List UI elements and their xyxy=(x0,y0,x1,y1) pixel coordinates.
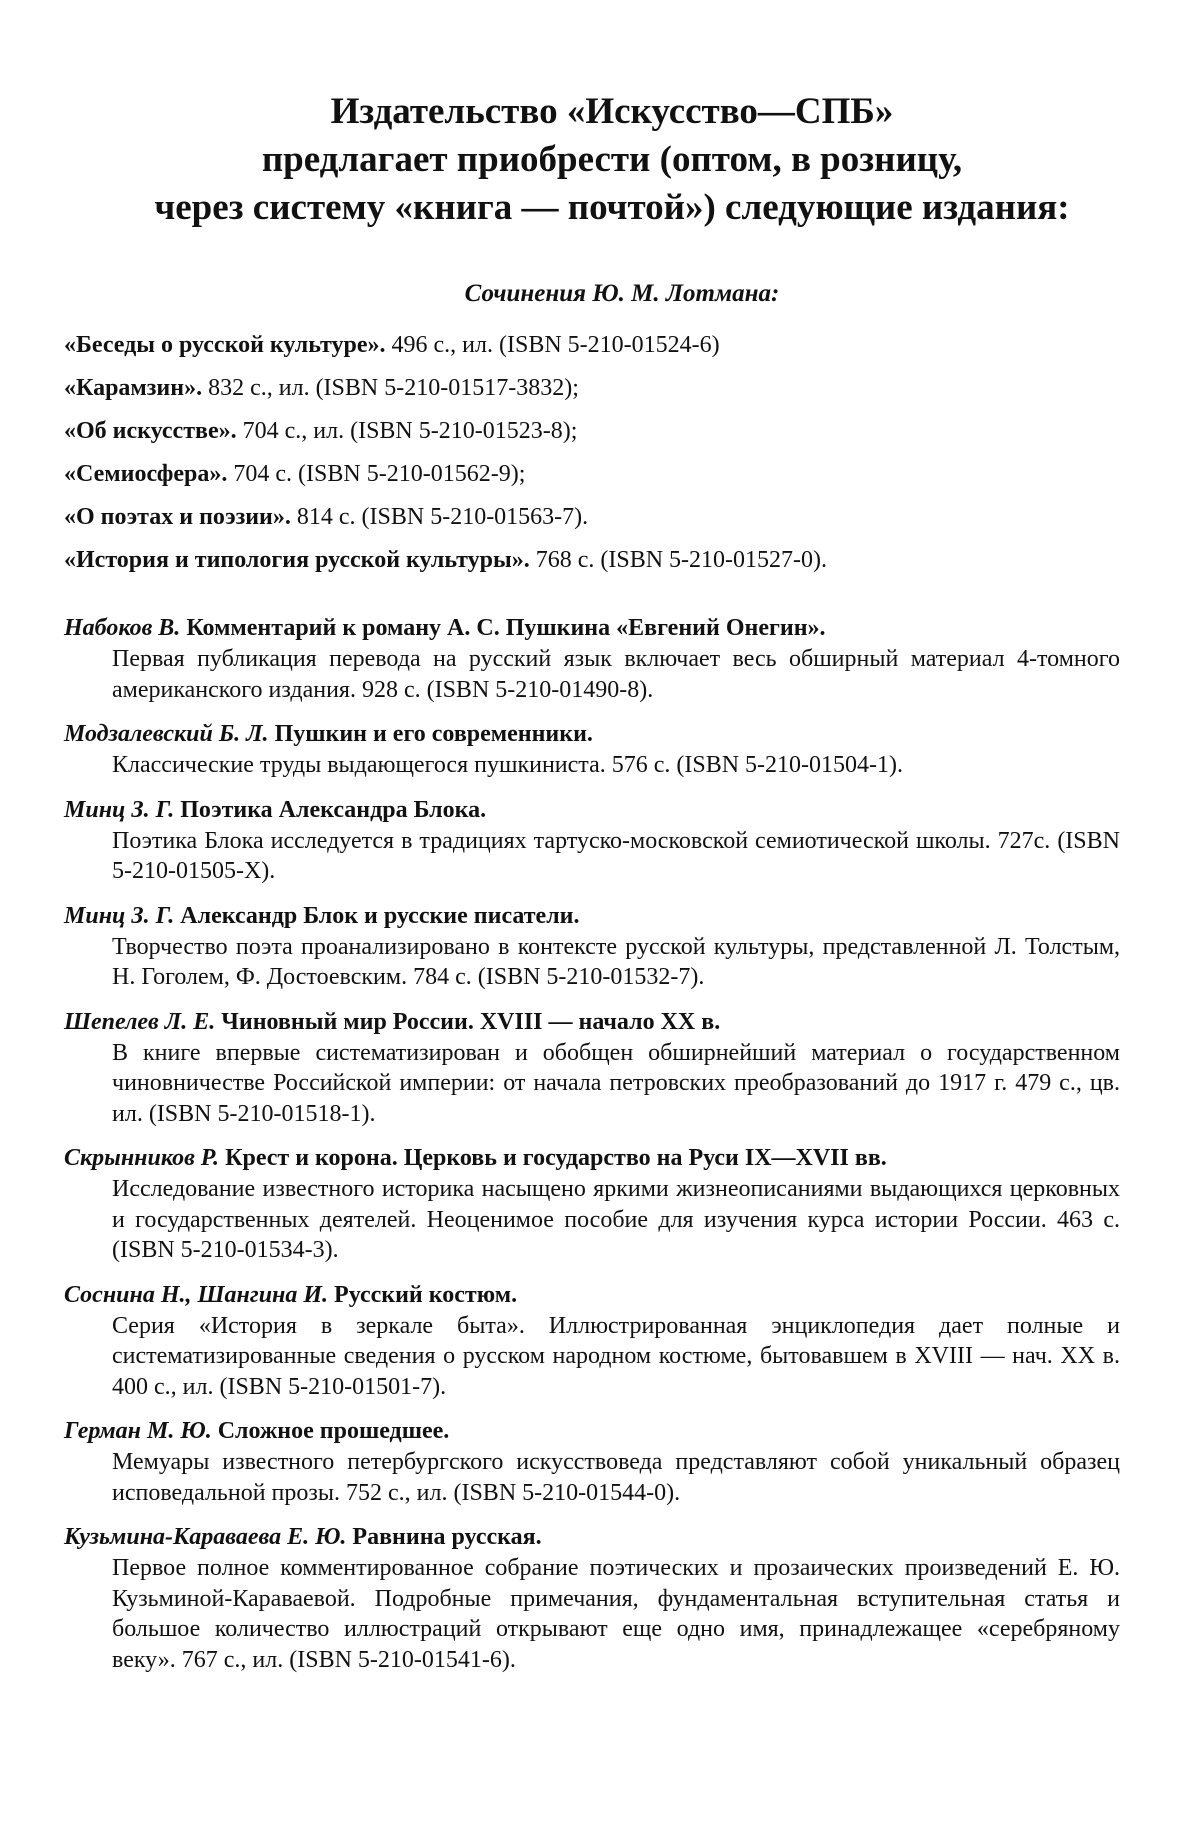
lotman-item-title: «История и типология русской культуры». xyxy=(64,547,530,573)
book-title: Поэтика Александра Блока. xyxy=(174,796,487,823)
book-description: Первое полное комментированное собрание поэтических и прозаических произведений Е. Ю. Кузьминой-Караваевой. Подробные примечания, фундаментальная вступительная статья и большое количество иллюстраций открывают еще одно имя, принадлежащее «серебряному веку». 767 с., ил. (ISBN 5-210-01541-6). xyxy=(112,1555,1120,1673)
book-heading xyxy=(64,612,1120,644)
book-author: Модзалевский Б. Л. xyxy=(64,721,269,747)
book-entry xyxy=(64,1142,1120,1266)
book-author: Герман М. Ю. xyxy=(64,1418,212,1444)
book-title: Комментарий к роману А. С. Пушкина «Евгений Онегин». xyxy=(180,615,826,641)
book-heading xyxy=(64,718,1120,750)
book-title: Пушкин и его современники. xyxy=(268,721,593,747)
book-description: Творчество поэта проанализировано в контексте русской культуры, представленной Л. Толстым, Н. Гоголем, Ф. Достоевским. 784 с. (ISBN 5-210-01532-7). xyxy=(112,933,1120,990)
book-entry xyxy=(64,900,1120,993)
lotman-list xyxy=(64,324,1120,582)
book-description: В книге впервые систематизирован и обобщен обширнейший материал о государственном чиновничестве Российской империи: от начала петровских преобразований до 1917 г. 479 с., цв. ил. (ISBN 5-210-01518-1). xyxy=(112,1039,1120,1127)
book-title: Чиновный мир России. XVIII — начало XX в. xyxy=(215,1008,721,1035)
book-description: Поэтика Блока исследуется в традициях тартуско-московской семиотической школы. 727с. (ISBN 5-210-01505-X). xyxy=(112,827,1120,884)
lotman-item-details: 814 с. (ISBN 5-210-01563-7). xyxy=(290,504,589,530)
lotman-item-title: «Семиосфера». xyxy=(64,461,228,487)
book-title: Равнина русская. xyxy=(346,1524,542,1550)
book-title: Сложное прошедшее. xyxy=(211,1418,450,1444)
book-heading xyxy=(64,794,1120,826)
book-author: Набоков В. xyxy=(64,615,181,641)
book-heading xyxy=(64,1521,1120,1553)
book-title: Крест и корона. Церковь и государство на Руси IX—XVII вв. xyxy=(219,1145,887,1171)
lotman-item-title: «Карамзин». xyxy=(64,375,203,401)
lotman-item-details: 496 с., ил. (ISBN 5-210-01524-6) xyxy=(385,332,720,358)
book-description: Классические труды выдающегося пушкиниста. 576 с. (ISBN 5-210-01504-1). xyxy=(112,752,904,778)
lotman-section-title: Сочинения Ю. М. Лотмана: xyxy=(464,280,780,307)
book-description: Первая публикация перевода на русский язык включает весь обширный материал 4-томного американского издания. 928 с. (ISBN 5-210-01490-8). xyxy=(112,646,1120,703)
book-list xyxy=(64,612,1120,1675)
book-heading xyxy=(64,1279,1120,1311)
header-line-3: через систему «книга — почтой») следующие издания: xyxy=(154,187,1070,228)
book-title: Русский костюм. xyxy=(328,1281,518,1308)
book-entry xyxy=(64,718,1120,781)
book-entry xyxy=(64,1521,1120,1675)
book-title: Александр Блок и русские писатели. xyxy=(174,902,580,929)
list-item xyxy=(64,410,1120,453)
list-item xyxy=(64,496,1120,539)
book-author: Шепелев Л. Е. xyxy=(64,1008,216,1035)
lotman-item-details: 704 с. (ISBN 5-210-01562-9); xyxy=(227,461,526,487)
lotman-item-details: 768 с. (ISBN 5-210-01527-0). xyxy=(529,547,828,573)
book-heading xyxy=(64,900,1120,932)
book-entry xyxy=(64,1279,1120,1403)
list-item xyxy=(64,539,1120,582)
book-entry xyxy=(64,612,1120,705)
book-heading xyxy=(64,1415,1120,1447)
book-description: Серия «История в зеркале быта». Иллюстрированная энциклопедия дает полные и систематизированные сведения о русском народном костюме, бытовавшем в XVIII — нач. XX в. 400 с., ил. (ISBN 5-210-01501-7). xyxy=(112,1312,1120,1400)
lotman-item-details: 832 с., ил. (ISBN 5-210-01517-3832); xyxy=(202,375,579,401)
list-item xyxy=(64,367,1120,410)
book-heading xyxy=(64,1006,1120,1038)
book-description: Исследование известного историка насыщено яркими жизнеописаниями выдающихся церковных и государственных деятелей. Неоценимое пособие для изучения курса истории России. 463 с. (ISBN 5-210-01534-3). xyxy=(112,1176,1120,1263)
header-line-2: предлагает приобрести (оптом, в розницу, xyxy=(261,139,963,180)
book-author: Соснина Н., Шангина И. xyxy=(64,1281,329,1308)
book-author: Минц З. Г. xyxy=(64,796,175,823)
lotman-item-title: «О поэтах и поэзии». xyxy=(64,504,291,530)
book-description: Мемуары известного петербургского искусствоведа представляют собой уникальный образец исповедальной прозы. 752 с., ил. (ISBN 5-210-01544-0). xyxy=(112,1449,1120,1506)
book-author: Минц З. Г. xyxy=(64,902,175,929)
publisher-header xyxy=(124,0,1100,232)
lotman-item-title: «Беседы о русской культуре». xyxy=(64,332,386,358)
book-author: Кузьмина-Караваева Е. Ю. xyxy=(64,1524,347,1550)
lotman-item-details: 704 с., ил. (ISBN 5-210-01523-8); xyxy=(236,418,578,444)
book-entry xyxy=(64,1006,1120,1130)
list-item xyxy=(64,453,1120,496)
book-heading xyxy=(64,1142,1120,1174)
book-entry xyxy=(64,1415,1120,1508)
lotman-item-title: «Об искусстве». xyxy=(64,418,237,444)
header-line-1: Издательство «Искусство—СПБ» xyxy=(330,91,894,132)
book-entry xyxy=(64,794,1120,887)
book-author: Скрынников Р. xyxy=(64,1145,220,1171)
list-item xyxy=(64,324,1120,367)
